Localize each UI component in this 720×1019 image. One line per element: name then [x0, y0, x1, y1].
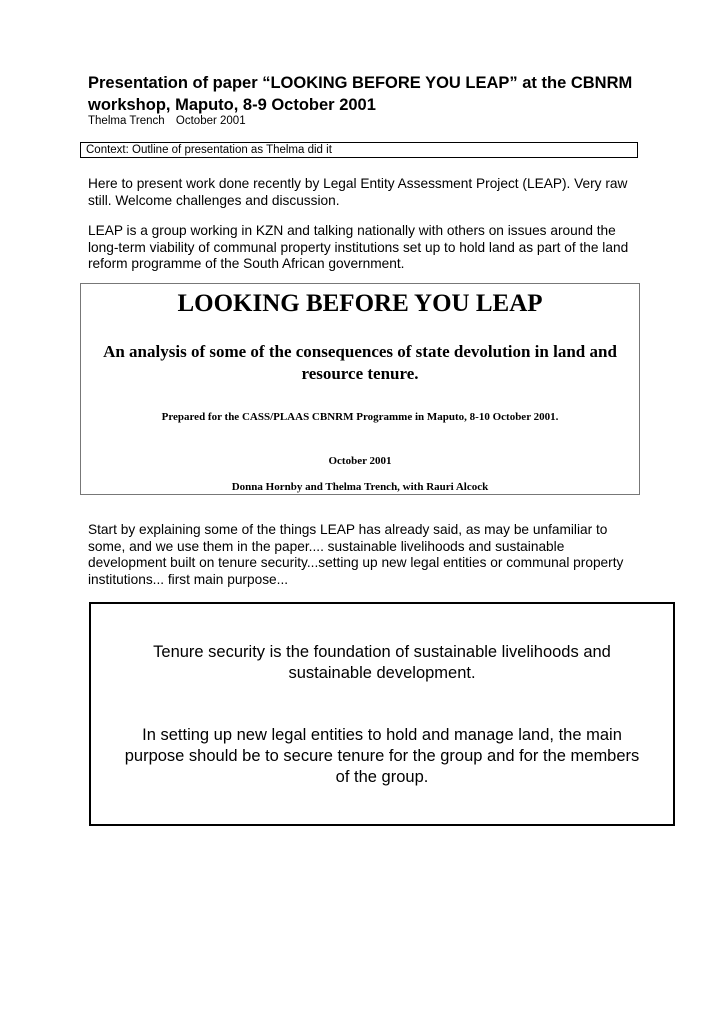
- tenure-slide-box: [89, 602, 675, 826]
- context-text: Context: Outline of presentation as Thelma did it: [86, 144, 332, 156]
- paragraph-leap-description: LEAP is a group working in KZN and talking nationally with others on issues around the long-term viability of communal property institutions set up to hold land as part of the land reform programme of the South African government.: [88, 223, 629, 271]
- title-slide-heading: LOOKING BEFORE YOU LEAP: [177, 290, 543, 317]
- tenure-statement-2: In setting up new legal entities to hold and manage land, the main purpose should be to secure tenure for the group and for the members of the group.: [124, 726, 640, 786]
- author-name: Thelma Trench: [88, 115, 165, 127]
- paragraph-explanation: Start by explaining some of the things LEAP has already said, as may be unfamiliar to some, and we use them in the paper.... sustainable livelihoods and sustainable development built on tenure security...setting up new legal entities or communal property institutions... first main purpose...: [88, 522, 624, 587]
- document-title: Presentation of paper “LOOKING BEFORE YOU LEAP” at the CBNRM workshop, Maputo, 8-9 October 2001: [88, 74, 633, 114]
- title-slide-prepared-for: Prepared for the CASS/PLAAS CBNRM Programme in Maputo, 8-10 October 2001.: [161, 411, 559, 423]
- title-slide-date: October 2001: [328, 455, 392, 467]
- tenure-statement-1: Tenure security is the foundation of sustainable livelihoods and sustainable development.: [153, 643, 611, 682]
- paragraph-intro: Here to present work done recently by Legal Entity Assessment Project (LEAP). Very raw still. Welcome challenges and discussion.: [88, 176, 628, 208]
- title-slide-subtitle: An analysis of some of the consequences of state devolution in land and resource tenure.: [103, 342, 617, 383]
- title-slide-authors: Donna Hornby and Thelma Trench, with Rauri Alcock: [231, 481, 489, 493]
- title-slide-box: [80, 283, 640, 495]
- byline-date: October 2001: [175, 115, 246, 127]
- context-box: [80, 142, 638, 158]
- byline: [88, 115, 246, 127]
